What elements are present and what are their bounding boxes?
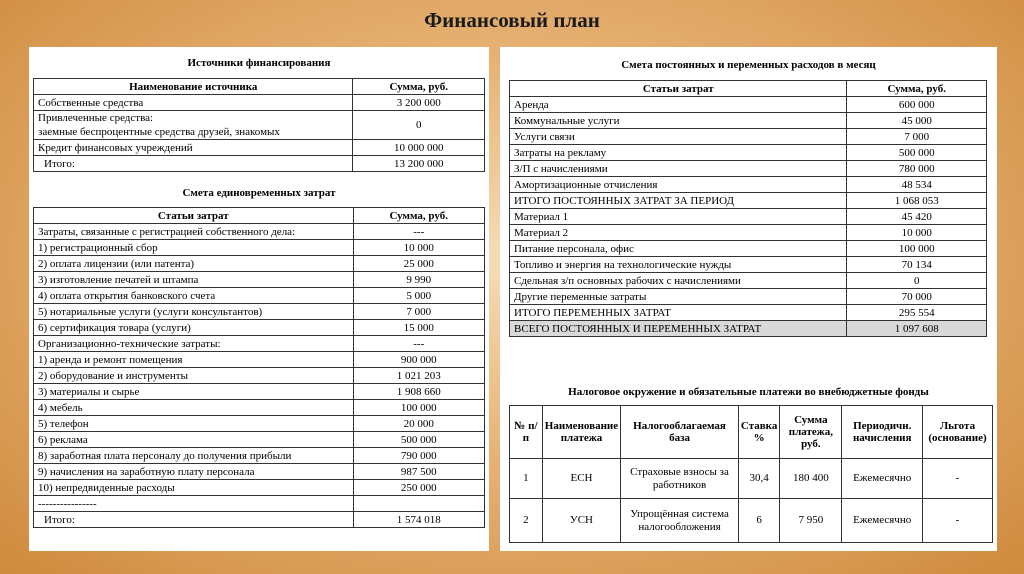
table-row <box>34 512 485 528</box>
row-name: 9) начисления на заработную плату персонала <box>34 464 354 480</box>
row-name: Затраты на рекламу <box>510 145 847 161</box>
row-name: Затраты, связанные с регистрацией собственного дела: <box>34 224 354 240</box>
table-header <box>510 406 993 459</box>
header-cell: Периодичн. начисления <box>842 406 923 459</box>
row-sum: 1 097 608 <box>847 321 987 337</box>
row-sum: 0 <box>353 111 485 140</box>
row-sum: 3 200 000 <box>353 95 485 111</box>
row-name: З/П с начислениями <box>510 161 847 177</box>
table-row <box>34 111 485 140</box>
row-sum: 790 000 <box>353 448 484 464</box>
row-sum: 7 000 <box>353 304 484 320</box>
row-name: 4) оплата открытия банковского счета <box>34 288 354 304</box>
table-row <box>34 320 485 336</box>
tax-cell-n: 1 <box>510 459 543 499</box>
sources-table <box>33 78 485 172</box>
table-row <box>510 113 987 129</box>
tax-cell-n: 2 <box>510 499 543 543</box>
row-sum: 45 420 <box>847 209 987 225</box>
one-time-table <box>33 207 485 528</box>
tax-cell-period: Ежемесячно <box>842 499 923 543</box>
row-name: 1) аренда и ремонт помещения <box>34 352 354 368</box>
row-name: Материал 2 <box>510 225 847 241</box>
table-row <box>34 240 485 256</box>
tax-cell-name: УСН <box>542 499 620 543</box>
table-row <box>34 480 485 496</box>
table-header <box>34 79 485 95</box>
row-name-line1: Привлеченные средства: <box>38 112 154 124</box>
one-time-title: Смета единовременных затрат <box>182 187 336 199</box>
tax-table <box>509 405 993 543</box>
row-name: 4) мебель <box>34 400 354 416</box>
row-name: 3) изготовление печатей и штампа <box>34 272 354 288</box>
row-sum: 20 000 <box>353 416 484 432</box>
row-sum: 500 000 <box>353 432 484 448</box>
row-sum: 1 574 018 <box>353 512 484 528</box>
row-name: Питание персонала, офис <box>510 241 847 257</box>
table-header <box>34 208 485 224</box>
table-row <box>510 273 987 289</box>
table-row <box>510 161 987 177</box>
header-cell: Сумма, руб. <box>847 81 987 97</box>
row-sum: 25 000 <box>353 256 484 272</box>
table-row <box>510 97 987 113</box>
row-sum: 100 000 <box>847 241 987 257</box>
row-name: ---------------- <box>34 496 354 512</box>
header-cell: Наименование платежа <box>542 406 620 459</box>
monthly-table <box>509 80 987 337</box>
tax-cell-rate: 30,4 <box>738 459 779 499</box>
row-name: Топливо и энергия на технологические нужды <box>510 257 847 273</box>
table-row <box>34 432 485 448</box>
tax-cell-benefit: - <box>923 459 993 499</box>
row-sum: --- <box>353 336 484 352</box>
monthly-title: Смета постоянных и переменных расходов в месяц <box>621 59 876 71</box>
row-name-line2: заемные беспроцентные средства друзей, знакомых <box>38 126 280 138</box>
sources-title: Источники финансирования <box>187 57 331 69</box>
header-cell: Налогооблагаемая база <box>621 406 739 459</box>
row-name: Кредит финансовых учреждений <box>34 140 353 156</box>
table-row <box>510 177 987 193</box>
row-name: 3) материалы и сырье <box>34 384 354 400</box>
row-sum: 900 000 <box>353 352 484 368</box>
row-name: Материал 1 <box>510 209 847 225</box>
table-row <box>510 257 987 273</box>
row-sum: 250 000 <box>353 480 484 496</box>
header-cell: Льгота (основание) <box>923 406 993 459</box>
table-row <box>510 193 987 209</box>
row-name: ИТОГО ПЕРЕМЕННЫХ ЗАТРАТ <box>510 305 847 321</box>
tax-title: Налоговое окружение и обязательные платежи во внебюджетные фонды <box>568 386 929 398</box>
table-row <box>510 459 993 499</box>
row-name: 8) заработная плата персоналу до получения прибыли <box>34 448 354 464</box>
table-row <box>34 384 485 400</box>
row-sum: 15 000 <box>353 320 484 336</box>
table-row <box>34 368 485 384</box>
row-name: 1) регистрационный сбор <box>34 240 354 256</box>
row-sum: 987 500 <box>353 464 484 480</box>
page-title: Финансовый план <box>424 8 600 32</box>
row-sum: 10 000 000 <box>353 140 485 156</box>
row-sum: 5 000 <box>353 288 484 304</box>
table-row <box>34 272 485 288</box>
table-row <box>34 304 485 320</box>
row-sum: 7 000 <box>847 129 987 145</box>
table-row <box>34 156 485 172</box>
left-panel <box>29 47 489 551</box>
table-row <box>510 145 987 161</box>
row-sum: 0 <box>847 273 987 289</box>
row-name: Амортизационные отчисления <box>510 177 847 193</box>
table-row <box>34 416 485 432</box>
row-sum: 1 908 660 <box>353 384 484 400</box>
row-sum: 48 534 <box>847 177 987 193</box>
row-name: Аренда <box>510 97 847 113</box>
row-sum <box>353 496 484 512</box>
row-name: Сдельная з/п основных рабочих с начислениями <box>510 273 847 289</box>
header-cell: Ставка % <box>738 406 779 459</box>
row-name: Услуги связи <box>510 129 847 145</box>
row-name: 5) телефон <box>34 416 354 432</box>
table-row <box>34 140 485 156</box>
row-name: ВСЕГО ПОСТОЯННЫХ И ПЕРЕМЕННЫХ ЗАТРАТ <box>510 321 847 337</box>
header-cell: Статьи затрат <box>510 81 847 97</box>
row-name: Собственные средства <box>34 95 353 111</box>
header-cell: № п/п <box>510 406 543 459</box>
row-name: 6) сертификация товара (услуги) <box>34 320 354 336</box>
row-name: ИТОГО ПОСТОЯННЫХ ЗАТРАТ ЗА ПЕРИОД <box>510 193 847 209</box>
table-row <box>510 321 987 337</box>
tax-cell-benefit: - <box>923 499 993 543</box>
table-row <box>510 209 987 225</box>
tax-cell-sum: 180 400 <box>780 459 842 499</box>
header-cell: Статьи затрат <box>34 208 354 224</box>
row-name: Итого: <box>34 156 353 172</box>
table-row <box>34 352 485 368</box>
row-name <box>34 111 353 140</box>
row-name: Организационно-технические затраты: <box>34 336 354 352</box>
row-name: Итого: <box>34 512 354 528</box>
row-sum: --- <box>353 224 484 240</box>
table-row <box>510 241 987 257</box>
tax-cell-sum: 7 950 <box>780 499 842 543</box>
row-sum: 1 021 203 <box>353 368 484 384</box>
table-row <box>34 256 485 272</box>
table-row <box>34 400 485 416</box>
table-row <box>34 224 485 240</box>
row-sum: 1 068 053 <box>847 193 987 209</box>
row-sum: 600 000 <box>847 97 987 113</box>
row-sum: 10 000 <box>847 225 987 241</box>
table-row <box>510 225 987 241</box>
row-name: Коммунальные услуги <box>510 113 847 129</box>
header-cell: Наименование источника <box>34 79 353 95</box>
row-name: Другие переменные затраты <box>510 289 847 305</box>
table-row <box>34 288 485 304</box>
row-sum: 500 000 <box>847 145 987 161</box>
row-sum: 10 000 <box>353 240 484 256</box>
row-sum: 70 000 <box>847 289 987 305</box>
tax-cell-base: Упрощённая система налогообложения <box>621 499 739 543</box>
header-cell: Сумма, руб. <box>353 208 484 224</box>
table-row <box>34 464 485 480</box>
row-name: 10) непредвиденные расходы <box>34 480 354 496</box>
table-row <box>34 336 485 352</box>
row-sum: 780 000 <box>847 161 987 177</box>
table-row <box>34 95 485 111</box>
table-row <box>34 448 485 464</box>
tax-cell-period: Ежемесячно <box>842 459 923 499</box>
tax-cell-base: Страховые взносы за работников <box>621 459 739 499</box>
row-name: 2) оплата лицензии (или патента) <box>34 256 354 272</box>
table-row <box>510 499 993 543</box>
header-cell: Сумма платежа, руб. <box>780 406 842 459</box>
row-sum: 13 200 000 <box>353 156 485 172</box>
row-name: 2) оборудование и инструменты <box>34 368 354 384</box>
row-sum: 45 000 <box>847 113 987 129</box>
header-cell: Сумма, руб. <box>353 79 485 95</box>
row-sum: 295 554 <box>847 305 987 321</box>
right-panel <box>500 47 997 551</box>
table-row <box>510 129 987 145</box>
row-name: 6) реклама <box>34 432 354 448</box>
table-row <box>510 289 987 305</box>
row-sum: 9 990 <box>353 272 484 288</box>
row-name: 5) нотариальные услуги (услуги консультантов) <box>34 304 354 320</box>
table-header <box>510 81 987 97</box>
table-row <box>510 305 987 321</box>
tax-cell-name: ЕСН <box>542 459 620 499</box>
table-row <box>34 496 485 512</box>
row-sum: 100 000 <box>353 400 484 416</box>
row-sum: 70 134 <box>847 257 987 273</box>
tax-cell-rate: 6 <box>738 499 779 543</box>
